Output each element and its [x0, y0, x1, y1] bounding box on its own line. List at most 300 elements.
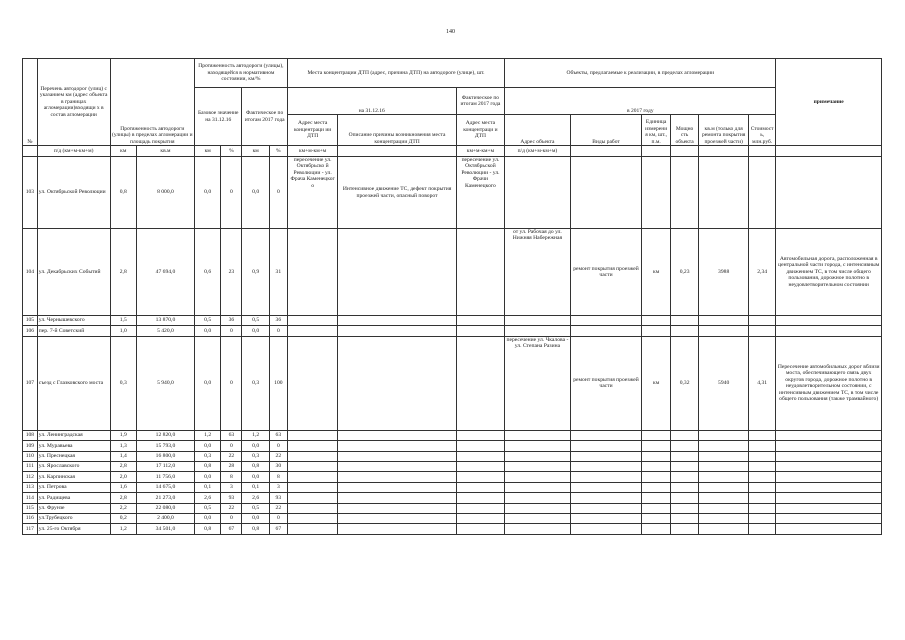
unit: км — [642, 229, 670, 316]
table-row — [23, 513, 882, 523]
base-percent: 23 — [221, 229, 242, 316]
road-name: ул. Карпинская — [37, 472, 110, 482]
row-number: 114 — [23, 493, 38, 503]
repair-area: 3988 — [699, 229, 749, 316]
fact-percent: 0 — [269, 513, 287, 523]
base-km: 0,8 — [194, 524, 220, 534]
road-length: 2,2 — [110, 503, 136, 513]
unit — [642, 157, 670, 229]
header-cost: Стоимост ь, млн.руб. — [748, 115, 775, 146]
road-name: ул. Ленинградская — [37, 430, 110, 440]
road-name: ул. Муравьева — [37, 441, 110, 451]
base-km: 0,8 — [194, 461, 220, 471]
capacity — [670, 461, 698, 471]
base-percent: 0 — [221, 336, 242, 430]
dtp-address-fact — [456, 441, 505, 451]
base-km: 0,3 — [194, 451, 220, 461]
dtp-reason — [338, 472, 456, 482]
work-type — [570, 316, 642, 326]
cost — [748, 157, 775, 229]
remark — [776, 493, 882, 503]
cost — [748, 482, 775, 492]
header-works: Виды работ — [570, 115, 642, 146]
object-address — [505, 524, 570, 534]
road-name: ул. Декабрьских Событий — [37, 229, 110, 316]
road-length: 1,0 — [110, 326, 136, 336]
header-length: Протяженность автодороги (улицы) в пределах агломерации и площадь покрытия — [110, 59, 194, 146]
base-km: 0,5 — [194, 316, 220, 326]
table-body — [23, 157, 882, 535]
dtp-reason — [338, 482, 456, 492]
base-percent: 0 — [221, 157, 242, 229]
header-repair: кв.м (только для ремонта покрытия проезжей части) — [699, 115, 749, 146]
work-type — [570, 482, 642, 492]
dtp-address-fact — [456, 316, 505, 326]
base-percent: 36 — [221, 316, 242, 326]
header-unit-cell — [776, 146, 882, 157]
base-km: 0,6 — [194, 229, 220, 316]
unit — [642, 472, 670, 482]
header-unit-cell — [338, 146, 456, 157]
object-address: пересечение ул. Чкалова - ул. Степана Разина — [505, 336, 570, 430]
road-agglomeration-table — [22, 58, 882, 535]
repair-area — [699, 503, 749, 513]
dtp-address — [287, 461, 338, 471]
cost — [748, 472, 775, 482]
fact-km: 0,8 — [242, 461, 269, 471]
header-unit-cell: км+м-км+м — [287, 146, 338, 157]
header-fact: Фактическое по итогам 2017 года — [242, 88, 287, 146]
road-area: 5 940,0 — [136, 336, 194, 430]
base-percent: 93 — [221, 493, 242, 503]
row-number: 111 — [23, 461, 38, 471]
dtp-reason — [338, 441, 456, 451]
table-row — [23, 493, 882, 503]
header-unit-cell — [23, 146, 38, 157]
fact-percent: 8 — [269, 472, 287, 482]
fact-km: 0,0 — [242, 157, 269, 229]
repair-area — [699, 513, 749, 523]
dtp-address — [287, 472, 338, 482]
object-address — [505, 326, 570, 336]
repair-area — [699, 157, 749, 229]
base-km: 0,0 — [194, 326, 220, 336]
cost — [748, 441, 775, 451]
remark — [776, 451, 882, 461]
road-area: 14 675,0 — [136, 482, 194, 492]
row-number: 115 — [23, 503, 38, 513]
road-name: ул. Чернышевского — [37, 316, 110, 326]
table-row — [23, 316, 882, 326]
capacity — [670, 503, 698, 513]
road-area: 34 501,0 — [136, 524, 194, 534]
unit — [642, 482, 670, 492]
road-length: 2,8 — [110, 493, 136, 503]
remark — [776, 326, 882, 336]
header-unit-cell: % — [221, 146, 242, 157]
cost — [748, 513, 775, 523]
header-base: Базовое значение на 31.12.16 — [194, 88, 241, 146]
unit — [642, 513, 670, 523]
dtp-reason — [338, 513, 456, 523]
work-type: ремонт покрытия проезжей части — [570, 229, 642, 316]
dtp-address-fact — [456, 336, 505, 430]
capacity — [670, 482, 698, 492]
dtp-reason — [338, 229, 456, 316]
road-length: 0,2 — [110, 513, 136, 523]
remark — [776, 441, 882, 451]
base-percent: 28 — [221, 461, 242, 471]
object-address — [505, 157, 570, 229]
unit — [642, 430, 670, 440]
road-area: 16 800,0 — [136, 451, 194, 461]
dtp-address-fact — [456, 430, 505, 440]
road-name: ул. Петрова — [37, 482, 110, 492]
row-number: 116 — [23, 513, 38, 523]
work-type — [570, 430, 642, 440]
fact-km: 0,0 — [242, 326, 269, 336]
header-dtp-addr: Адрес места концентраци ии ДТП — [287, 115, 338, 146]
road-area: 13 870,0 — [136, 316, 194, 326]
object-address — [505, 472, 570, 482]
dtp-address-fact — [456, 472, 505, 482]
cost — [748, 524, 775, 534]
dtp-address — [287, 441, 338, 451]
fact-percent: 100 — [269, 336, 287, 430]
base-percent: 0 — [221, 326, 242, 336]
repair-area — [699, 493, 749, 503]
fact-percent: 3 — [269, 482, 287, 492]
dtp-address-fact: пересечение ул. Октябрьской Революции - ул. Фрачи Каменецкого — [456, 157, 505, 229]
work-type — [570, 493, 642, 503]
table-row — [23, 157, 882, 229]
repair-area: 5940 — [699, 336, 749, 430]
road-area: 22 080,0 — [136, 503, 194, 513]
object-address — [505, 316, 570, 326]
capacity — [670, 451, 698, 461]
cost: 2,34 — [748, 229, 775, 316]
dtp-address-fact — [456, 482, 505, 492]
capacity — [670, 326, 698, 336]
header-unit-cell: % — [269, 146, 287, 157]
object-address — [505, 482, 570, 492]
header-unit-cell — [699, 146, 749, 157]
dtp-address — [287, 229, 338, 316]
unit — [642, 461, 670, 471]
road-length: 2,8 — [110, 461, 136, 471]
table-row — [23, 503, 882, 513]
base-percent: 63 — [221, 430, 242, 440]
header-unit-cell: кв.м — [136, 146, 194, 157]
header-unit-cell: п/д (км+м-км+м) — [37, 146, 110, 157]
road-length: 0,3 — [110, 336, 136, 430]
header-unit-cell — [748, 146, 775, 157]
fact-km: 1,2 — [242, 430, 269, 440]
remark — [776, 316, 882, 326]
road-name: ул. 25-го Октября — [37, 524, 110, 534]
road-area: 15 793,0 — [136, 441, 194, 451]
header-dtp-fact: Фактическое по итогам 2017 года — [456, 88, 505, 115]
fact-percent: 93 — [269, 493, 287, 503]
header-remark: примечание — [776, 59, 882, 146]
header-unit-cell: км — [110, 146, 136, 157]
fact-percent: 30 — [269, 461, 287, 471]
row-number: 104 — [23, 229, 38, 316]
road-name: пер. 7-й Советский — [37, 326, 110, 336]
row-number: 112 — [23, 472, 38, 482]
remark — [776, 513, 882, 523]
object-address — [505, 451, 570, 461]
capacity — [670, 513, 698, 523]
road-name: съезд с Глазковского моста — [37, 336, 110, 430]
remark — [776, 482, 882, 492]
header-dtp-date: на 31.12.16 — [287, 88, 456, 115]
fact-percent: 0 — [269, 441, 287, 451]
dtp-address — [287, 503, 338, 513]
dtp-reason: Интенсивное движение ТС, дефект покрытия проезжей части, опасный поворот — [338, 157, 456, 229]
capacity — [670, 472, 698, 482]
repair-area — [699, 451, 749, 461]
work-type — [570, 503, 642, 513]
table-row — [23, 430, 882, 440]
row-number: 117 — [23, 524, 38, 534]
work-type — [570, 451, 642, 461]
remark — [776, 503, 882, 513]
road-area: 17 112,0 — [136, 461, 194, 471]
row-number: 107 — [23, 336, 38, 430]
dtp-address-fact — [456, 503, 505, 513]
fact-percent: 67 — [269, 524, 287, 534]
work-type — [570, 472, 642, 482]
cost — [748, 451, 775, 461]
dtp-reason — [338, 430, 456, 440]
fact-km: 0,0 — [242, 513, 269, 523]
header-year: в 2017 году — [505, 88, 776, 115]
fact-km: 0,8 — [242, 524, 269, 534]
page-number: 140 — [446, 29, 455, 35]
object-address: от ул. Рабочая до ул. Нижняя Набережная — [505, 229, 570, 316]
header-dtp-addr2: Адрес места концентраци и ДТП — [456, 115, 505, 146]
fact-km: 0,1 — [242, 482, 269, 492]
base-km: 0,5 — [194, 503, 220, 513]
fact-km: 0,3 — [242, 336, 269, 430]
cost — [748, 503, 775, 513]
object-address — [505, 461, 570, 471]
base-km: 1,2 — [194, 430, 220, 440]
road-length: 1,2 — [110, 524, 136, 534]
table-row — [23, 451, 882, 461]
road-length: 2,8 — [110, 229, 136, 316]
remark: Пересечение автомобильных дорог вблизи моста, обеспечивающего связь двух округов города, дорожное полотно в неудовлетворительном состоянии, с интенсивным движением ТС, в том числе общего пользования (также трамвайного) — [776, 336, 882, 430]
table-row — [23, 482, 882, 492]
header-dtp-reason: Описание причины возникновения места концентрации ДТП — [338, 115, 456, 146]
row-number: 109 — [23, 441, 38, 451]
dtp-address-fact — [456, 229, 505, 316]
repair-area — [699, 316, 749, 326]
unit — [642, 441, 670, 451]
road-area: 8 000,0 — [136, 157, 194, 229]
road-area: 11 756,0 — [136, 472, 194, 482]
road-area: 47 694,0 — [136, 229, 194, 316]
cost — [748, 493, 775, 503]
row-number: 106 — [23, 326, 38, 336]
header-unit-cell: км — [194, 146, 220, 157]
road-length: 2,0 — [110, 472, 136, 482]
fact-percent: 22 — [269, 503, 287, 513]
capacity — [670, 524, 698, 534]
base-percent: 8 — [221, 472, 242, 482]
header-unit-cell: км — [242, 146, 269, 157]
base-percent: 0 — [221, 441, 242, 451]
fact-percent: 36 — [269, 316, 287, 326]
repair-area — [699, 441, 749, 451]
capacity — [670, 157, 698, 229]
header-objects: Объекты, предлагаемые к реализации, в пределах агломерации — [505, 59, 776, 88]
dtp-reason — [338, 503, 456, 513]
header-units-row — [23, 146, 882, 157]
dtp-reason — [338, 493, 456, 503]
header-obj-addr: Адрес объекта — [505, 115, 570, 146]
work-type — [570, 513, 642, 523]
unit — [642, 316, 670, 326]
remark: Автомобильная дорога, расположенная в центральной части города, с интенсивным движением ТС, в том числе общего пользования, дорожное полотно в неудовлетворительном состоянии — [776, 229, 882, 316]
dtp-address: пересечение ул. Октябрьско й Революции - ул. Фрача Каменецког о — [287, 157, 338, 229]
unit — [642, 451, 670, 461]
header-unit: Единица измерени я км, шт., п.м. — [642, 115, 670, 146]
dtp-reason — [338, 336, 456, 430]
table-header — [23, 59, 882, 157]
repair-area — [699, 524, 749, 534]
header-unit-cell: км+м-км+м — [456, 146, 505, 157]
repair-area — [699, 482, 749, 492]
remark — [776, 157, 882, 229]
dtp-address — [287, 430, 338, 440]
unit — [642, 326, 670, 336]
dtp-address — [287, 482, 338, 492]
fact-percent: 0 — [269, 157, 287, 229]
cost — [748, 316, 775, 326]
dtp-address — [287, 513, 338, 523]
cost: 4,31 — [748, 336, 775, 430]
header-no: № — [23, 59, 38, 146]
table-row — [23, 336, 882, 430]
road-area: 12 820,0 — [136, 430, 194, 440]
road-area: 5 420,0 — [136, 326, 194, 336]
dtp-address — [287, 336, 338, 430]
capacity — [670, 441, 698, 451]
object-address — [505, 503, 570, 513]
fact-km: 0,3 — [242, 451, 269, 461]
row-number: 110 — [23, 451, 38, 461]
work-type — [570, 326, 642, 336]
row-number: 103 — [23, 157, 38, 229]
unit: км — [642, 336, 670, 430]
dtp-address — [287, 524, 338, 534]
header-unit-cell — [642, 146, 670, 157]
header-unit-cell: п/д (км+м-км+м) — [505, 146, 570, 157]
fact-percent: 63 — [269, 430, 287, 440]
fact-percent: 31 — [269, 229, 287, 316]
object-address — [505, 441, 570, 451]
road-length: 1,5 — [110, 316, 136, 326]
dtp-reason — [338, 326, 456, 336]
capacity: 0,23 — [670, 229, 698, 316]
dtp-address — [287, 316, 338, 326]
road-name: ул. Ярославского — [37, 461, 110, 471]
base-km: 0,0 — [194, 441, 220, 451]
table-row — [23, 461, 882, 471]
fact-percent: 0 — [269, 326, 287, 336]
table-row — [23, 472, 882, 482]
capacity — [670, 316, 698, 326]
road-name: ул. Преснецкая — [37, 451, 110, 461]
base-percent: 22 — [221, 503, 242, 513]
base-percent: 3 — [221, 482, 242, 492]
cost — [748, 326, 775, 336]
base-percent: 22 — [221, 451, 242, 461]
fact-km: 0,9 — [242, 229, 269, 316]
work-type — [570, 157, 642, 229]
remark — [776, 430, 882, 440]
road-length: 1,6 — [110, 482, 136, 492]
unit — [642, 524, 670, 534]
dtp-reason — [338, 461, 456, 471]
object-address — [505, 513, 570, 523]
dtp-address-fact — [456, 524, 505, 534]
unit — [642, 503, 670, 513]
work-type — [570, 441, 642, 451]
dtp-reason — [338, 451, 456, 461]
dtp-reason — [338, 316, 456, 326]
fact-km: 0,0 — [242, 472, 269, 482]
base-percent: 0 — [221, 513, 242, 523]
table-row — [23, 441, 882, 451]
header-unit-cell — [570, 146, 642, 157]
road-length: 1,9 — [110, 430, 136, 440]
table-row — [23, 524, 882, 534]
base-km: 0,0 — [194, 336, 220, 430]
capacity — [670, 430, 698, 440]
road-area: 2 400,0 — [136, 513, 194, 523]
work-type — [570, 524, 642, 534]
header-normative: Протяженность автодороги (улицы), находящейся в нормативном состоянии, км/% — [194, 59, 287, 88]
dtp-address-fact — [456, 493, 505, 503]
fact-km: 0,5 — [242, 503, 269, 513]
remark — [776, 461, 882, 471]
road-name: ул. Фрунзе — [37, 503, 110, 513]
road-name: ул. Октябрьской Революции — [37, 157, 110, 229]
remark — [776, 472, 882, 482]
capacity: 0,32 — [670, 336, 698, 430]
capacity — [670, 493, 698, 503]
repair-area — [699, 472, 749, 482]
row-number: 108 — [23, 430, 38, 440]
dtp-address-fact — [456, 513, 505, 523]
base-km: 0,1 — [194, 482, 220, 492]
repair-area — [699, 461, 749, 471]
header-dtp: Места концентрации ДТП (адрес, причина ДТП) на автодороге (улице), шт. — [287, 59, 504, 88]
cost — [748, 430, 775, 440]
dtp-address — [287, 493, 338, 503]
repair-area — [699, 326, 749, 336]
road-length: 0,8 — [110, 157, 136, 229]
road-area: 21 273,0 — [136, 493, 194, 503]
dtp-address-fact — [456, 326, 505, 336]
road-length: 1,3 — [110, 441, 136, 451]
table-row — [23, 326, 882, 336]
dtp-address — [287, 326, 338, 336]
unit — [642, 493, 670, 503]
